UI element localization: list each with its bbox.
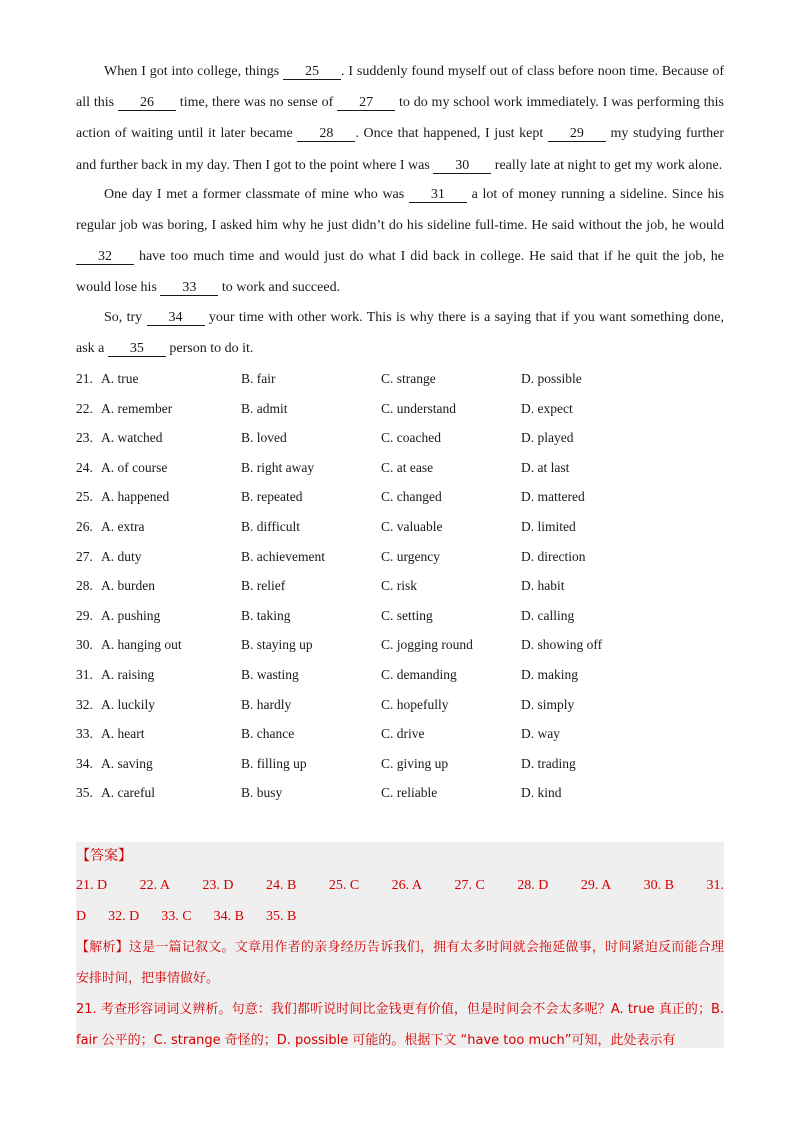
document-page [76, 56, 724, 808]
option-c: C. valuable [381, 519, 443, 534]
blank-28: 28 [297, 126, 355, 142]
option-d: D. mattered [521, 489, 585, 505]
answer-item: 32. D [108, 909, 140, 924]
blank-35: 35 [108, 341, 166, 357]
passage-text: One day I met a former classmate of mine who was [104, 186, 409, 202]
question-row [76, 453, 724, 483]
passage-text: When I got into college, things [104, 64, 284, 79]
answer-item: 22. A [139, 878, 170, 893]
question-row [76, 512, 724, 542]
question-number: 23. [76, 430, 93, 446]
passage-text: So, try [104, 309, 147, 325]
option-b: B. repeated [241, 489, 303, 505]
answer-item: 34. B [213, 909, 244, 924]
option-d: D. kind [521, 785, 562, 801]
option-b: B. busy [241, 785, 283, 801]
question-row [76, 394, 724, 424]
option-a: A. happened [101, 489, 170, 505]
option-b: B. filling up [241, 755, 307, 771]
blank-29: 29 [548, 126, 606, 142]
option-d: D. way [521, 726, 560, 742]
option-d: D. habit [521, 578, 565, 594]
question-number: 22. [76, 400, 93, 416]
passage-text: your time with other work. This is why there is a saying that if you want something done, ask a [76, 309, 724, 356]
question-row [76, 542, 724, 572]
question-number: 25. [76, 489, 93, 505]
option-c: C. reliable [381, 785, 438, 801]
question-number: 29. [76, 607, 93, 623]
answer-item: 24. B [266, 878, 297, 893]
option-c: C. setting [381, 607, 433, 623]
option-c: C. urgency [381, 548, 440, 564]
option-a: A. duty [101, 548, 142, 564]
option-b: B. loved [241, 430, 287, 446]
option-c: C. hopefully [381, 696, 449, 712]
option-d: D. played [521, 430, 574, 446]
question-number: 32. [76, 696, 93, 712]
question-number: 31. [76, 666, 93, 682]
option-d: D. showing off [521, 637, 603, 653]
option-d: D. expect [521, 400, 573, 416]
option-a: A. hanging out [101, 637, 182, 653]
answer-item: 27. C [454, 878, 485, 893]
option-a: A. heart [101, 726, 145, 742]
answer-item: 33. C [161, 909, 192, 924]
blank-27: 27 [337, 95, 395, 111]
option-c: C. changed [381, 489, 442, 505]
blank-32: 32 [76, 249, 134, 265]
option-c: C. coached [381, 430, 441, 446]
option-b: B. relief [241, 578, 286, 594]
option-b: B. fair [241, 371, 276, 387]
option-b: B. difficult [241, 519, 300, 534]
answer-row-1 [76, 870, 724, 901]
blank-33: 33 [160, 280, 218, 296]
passage-text: person to do it. [165, 340, 254, 356]
option-a: A. luckily [101, 696, 155, 712]
question-row [76, 482, 724, 512]
question-row [76, 660, 724, 690]
option-c: C. demanding [381, 666, 457, 682]
passage-text: . Once that happened, I just kept [355, 126, 548, 142]
question-number: 24. [76, 459, 93, 475]
option-c: C. strange [381, 371, 436, 387]
answer-item: 25. C [328, 878, 360, 893]
analysis-label: 【解析】 [76, 940, 129, 955]
option-a: A. true [101, 371, 139, 387]
option-d: D. making [521, 666, 578, 682]
option-b: B. right away [241, 459, 315, 475]
question-row [76, 571, 724, 601]
option-d: D. direction [521, 548, 586, 564]
passage-text: . I suddenly found myself out of class before noon time. Because of all this [76, 64, 724, 111]
option-c: C. understand [381, 400, 456, 416]
blank-34: 34 [147, 310, 205, 326]
option-b: B. chance [241, 726, 295, 742]
answer-item: 35. B [265, 909, 297, 924]
passage-text: to do my school work immediately. I was performing this action of waiting until it later became [76, 95, 724, 142]
question-row [76, 601, 724, 631]
answer-item: 26. A [391, 878, 422, 893]
blank-31: 31 [409, 187, 467, 203]
option-a: A. extra [101, 519, 145, 534]
question-number: 27. [76, 548, 93, 564]
answer-row-2 [76, 901, 724, 932]
passage-text: a lot of money running a sideline. Since his regular job was boring, I asked him why he just didn’t do his sideline full-time. He said without the job, he would [76, 186, 724, 234]
answer-item: 23. D [202, 878, 234, 893]
answer-heading: 【答案】 [76, 848, 132, 864]
passage-paragraph-2 [76, 179, 724, 304]
option-c: C. jogging round [381, 637, 473, 653]
option-b: B. admit [241, 400, 288, 416]
answer-item: 31. [706, 878, 724, 893]
question-number: 34. [76, 755, 93, 771]
option-d: D. limited [521, 519, 576, 534]
option-a: A. pushing [101, 607, 161, 623]
option-d: D. possible [521, 371, 582, 387]
passage-paragraph-3 [76, 302, 724, 364]
question-number: 21. [76, 371, 93, 387]
question-row [76, 690, 724, 720]
passage-text: my studying further and further back in my day. Then I got to the point where I was [76, 126, 724, 173]
answer-section [76, 842, 724, 1048]
option-c: C. giving up [381, 755, 449, 771]
option-b: B. achievement [241, 548, 325, 564]
option-b: B. taking [241, 607, 291, 623]
option-d: D. at last [521, 459, 570, 475]
answer-item: 21. D [76, 878, 108, 893]
passage-text: have too much time and would just do what I did back in college. He said that if he quit the job, he would lose his [76, 249, 724, 296]
analysis-text: 这是一篇记叙文。文章用作者的亲身经历告诉我们，拥有太多时间就会拖延做事，时间紧迫反而能合理安排时间，把事情做好。 [76, 940, 724, 986]
question-row [76, 364, 724, 394]
analysis-paragraph [76, 932, 724, 994]
option-d: D. trading [521, 755, 576, 771]
q21-explanation: 21. 考查形容词词义辨析。句意：我们都听说时间比金钱更有价值，但是时间会不会太多呢？A. true 真正的；B. fair 公平的；C. strange 奇怪的；D. possible 可能的。根据下文 “have too much”可知，此处表示有 [76, 1002, 724, 1048]
question-number: 28. [76, 578, 93, 594]
option-a: A. raising [101, 666, 155, 682]
option-c: C. at ease [381, 459, 434, 475]
option-b: B. staying up [241, 637, 313, 653]
option-c: C. risk [381, 578, 418, 594]
passage-text: to work and succeed. [218, 280, 341, 296]
question-number: 35. [76, 785, 93, 801]
passage-text: time, there was no sense of [175, 95, 338, 111]
option-d: D. calling [521, 607, 575, 623]
blank-26: 26 [118, 95, 176, 111]
passage-paragraph-1 [76, 56, 724, 181]
option-a: A. burden [101, 578, 155, 594]
passage-text: really late at night to get my work alone. [491, 157, 723, 173]
option-b: B. hardly [241, 696, 292, 712]
answer-item: 30. B [643, 878, 674, 893]
question-number: 26. [76, 519, 93, 534]
question-number: 30. [76, 637, 93, 653]
question-row [76, 719, 724, 749]
question-list [76, 364, 724, 808]
option-a: A. watched [101, 430, 163, 446]
option-b: B. wasting [241, 666, 299, 682]
option-a: A. remember [101, 400, 173, 416]
answer-item: 29. A [580, 878, 612, 893]
question-number: 33. [76, 726, 93, 742]
option-c: C. drive [381, 726, 425, 742]
option-a: A. of course [101, 459, 168, 475]
question-row [76, 778, 724, 808]
answer-item: 28. D [517, 878, 549, 893]
blank-30: 30 [433, 158, 491, 174]
question-row [76, 630, 724, 660]
question-row [76, 749, 724, 779]
question-row [76, 423, 724, 453]
option-d: D. simply [521, 696, 575, 712]
blank-25: 25 [283, 64, 341, 80]
option-a: A. saving [101, 755, 153, 771]
option-a: A. careful [101, 785, 155, 801]
answer-item: D [76, 909, 87, 924]
